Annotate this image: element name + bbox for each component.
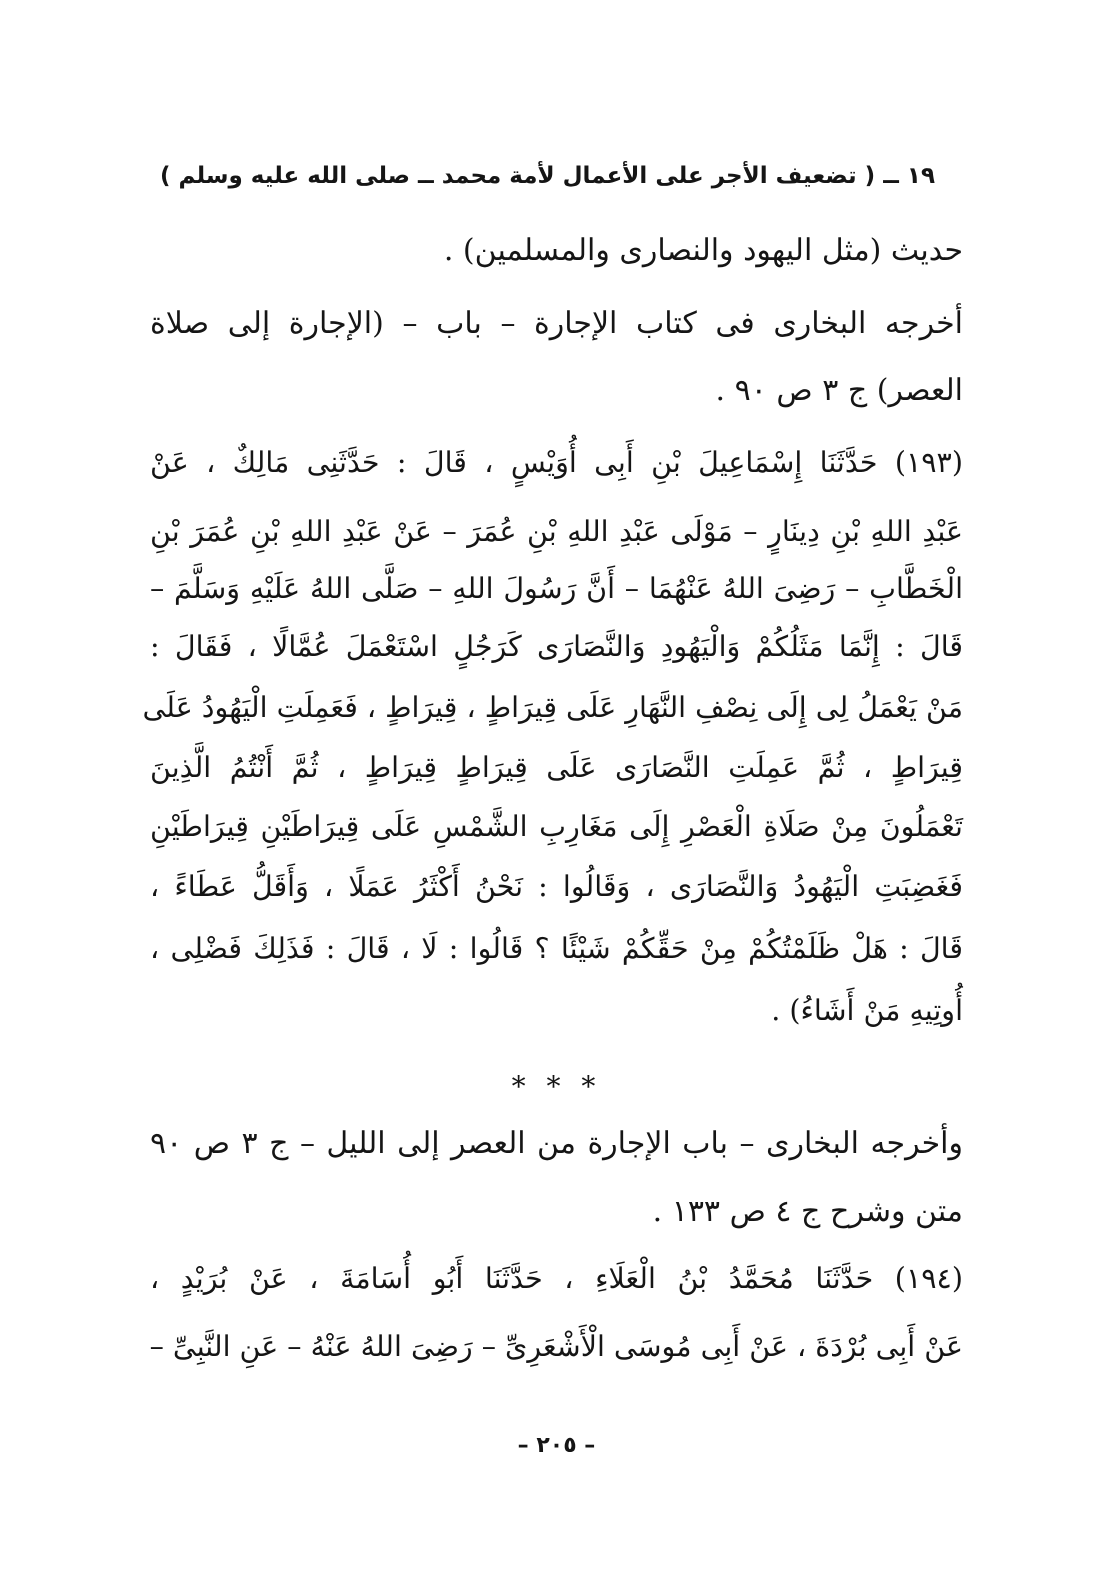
hadith-text-line: قَالَ : هَلْ ظَلَمْتُكُمْ مِنْ حَقِّكُمْ شَيْئًا ؟ قَالُوا : لَا ، قَالَ : فَذَلِكَ فَضْلِى ، [150, 932, 963, 965]
hadith-text-line: أُوتِيهِ مَنْ أَشَاءُ) . [771, 994, 963, 1027]
hadith-text-line: الْخَطَّابِ – رَضِىَ اللهُ عَنْهُمَا – أَنَّ رَسُولَ اللهِ – صَلَّى اللهُ عَلَيْهِ وَسَلَّمَ – [150, 572, 963, 605]
page-number: – ٢٠٥ – [517, 1433, 596, 1458]
hadith-text-line: تَعْمَلُونَ مِنْ صَلَاةِ الْعَصْرِ إِلَى مَغَارِبِ الشَّمْسِ عَلَى قِيرَاطَيْنِ قِيرَاطَيْنِ [150, 810, 963, 843]
hadith-text-line: (١٩٣) حَدَّثَنَا إِسْمَاعِيلَ بْنِ أَبِى أُوَيْسٍ ، قَالَ : حَدَّثَنِى مَالِكٌ ، عَنْ [150, 446, 963, 479]
hadith-text-line: فَغَضِبَتِ الْيَهُودُ وَالنَّصَارَى ، وَقَالُوا : نَحْنُ أَكْثَرُ عَمَلًا ، وَأَقَلُّ عَطَاءً ، [150, 870, 963, 903]
source-reference-line: العصر) ج ٣ ص ٩٠ . [715, 373, 963, 408]
hadith-text-line: مَنْ يَعْمَلُ لِى إِلَى نِصْفِ النَّهَارِ عَلَى قِيرَاطٍ ، قِيرَاطٍ ، فَعَمِلَتِ الْيَهُودُ عَلَى [142, 691, 963, 724]
source-reference-line: متن وشرح ج ٤ ص ١٣٣ . [652, 1194, 963, 1229]
hadith-title: حديث (مثل اليهود والنصارى والمسلمين) . [443, 233, 963, 268]
section-separator: * * * [511, 1070, 602, 1103]
hadith-text-line: قِيرَاطٍ ، ثُمَّ عَمِلَتِ النَّصَارَى عَلَى قِيرَاطٍ قِيرَاطٍ ، ثُمَّ أَنْتُمُ الَّذِينَ [150, 751, 963, 784]
hadith-text-line: قَالَ : إِنَّمَا مَثَلُكُمْ وَالْيَهُودِ وَالنَّصَارَى كَرَجُلٍ اسْتَعْمَلَ عُمَّالًا ، فَقَالَ : [150, 630, 963, 663]
hadith-text-line: (١٩٤) حَدَّثَنَا مُحَمَّدُ بْنُ الْعَلَاءِ ، حَدَّثَنَا أَبُو أُسَامَةَ ، عَنْ بُرَيْدٍ ، [150, 1262, 963, 1295]
hadith-text-line: عَنْ أَبِى بُرْدَةَ ، عَنْ أَبِى مُوسَى الْأَشْعَرِىِّ – رَضِىَ اللهُ عَنْهُ – عَنِ النَّبِىِّ – [149, 1330, 963, 1363]
chapter-heading: ١٩ ــ ( تضعيف الأجر على الأعمال لأمة محمد ــ صلى الله عليه وسلم ) [159, 163, 935, 189]
source-reference-line: أخرجه البخارى فى كتاب الإجارة – باب – (الإجارة إلى صلاة [150, 306, 963, 341]
source-reference-line: وأخرجه البخارى – باب الإجارة من العصر إلى الليل – ج ٣ ص ٩٠ [150, 1126, 964, 1161]
hadith-text-line: عَبْدِ اللهِ بْنِ دِينَارٍ – مَوْلَى عَبْدِ اللهِ بْنِ عُمَرَ – عَنْ عَبْدِ اللهِ بْنِ عُمَرَ بْنِ [150, 515, 963, 548]
